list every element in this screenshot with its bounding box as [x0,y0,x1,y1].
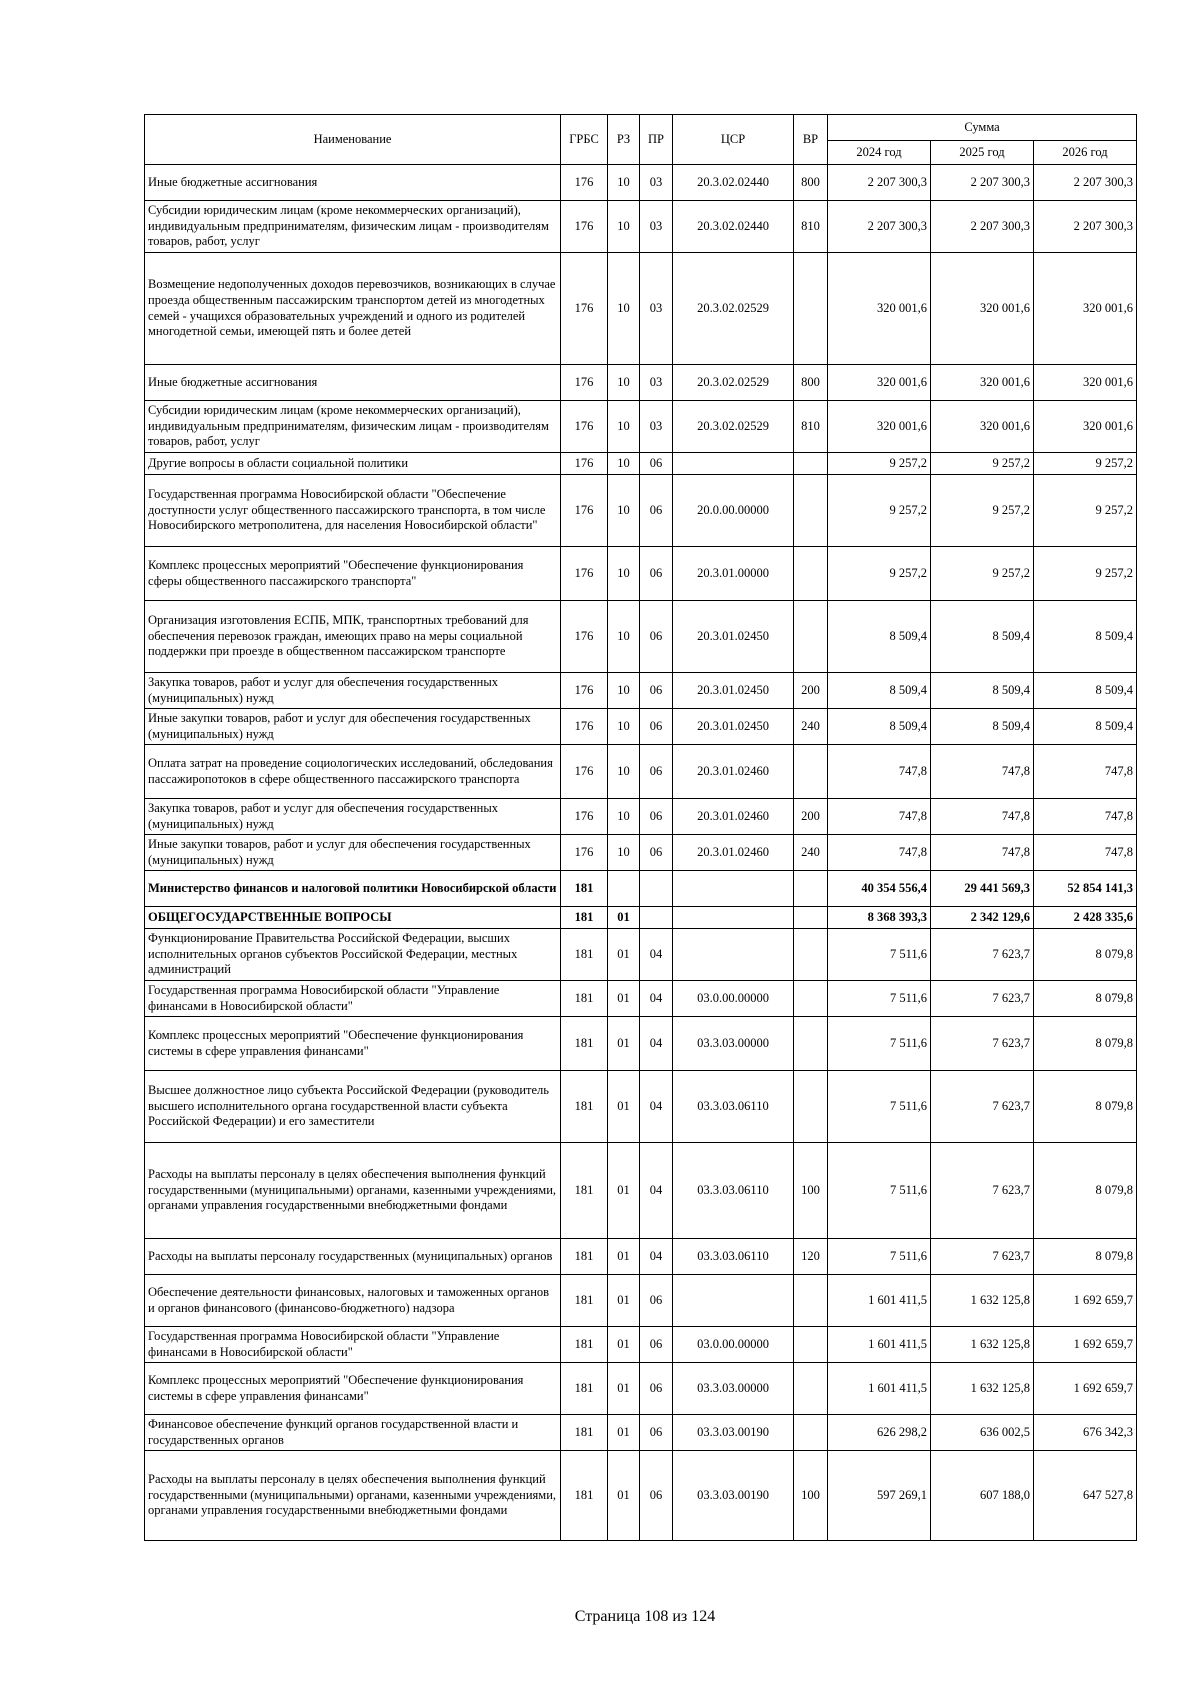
cell-rz: 01 [608,929,640,981]
cell-y2024: 7 511,6 [828,1239,931,1275]
cell-y2026: 8 079,8 [1034,1143,1137,1239]
cell-name: Расходы на выплаты персоналу в целях обеспечения выполнения функций государственными (муниципальными) органами, казенными учреждениями, органами управления государственными внебюджетными фондами [145,1143,561,1239]
cell-vr [794,907,828,929]
cell-y2026: 9 257,2 [1034,547,1137,601]
cell-name: Высшее должностное лицо субъекта Российской Федерации (руководитель высшего исполнительного органа государственной власти субъекта Российской Федерации) и его заместители [145,1071,561,1143]
cell-y2025: 320 001,6 [931,365,1034,401]
cell-y2026: 320 001,6 [1034,401,1137,453]
cell-y2024: 1 601 411,5 [828,1275,931,1327]
cell-csr: 20.3.02.02440 [673,165,794,201]
cell-y2024: 747,8 [828,745,931,799]
cell-csr [673,929,794,981]
cell-y2024: 9 257,2 [828,475,931,547]
cell-y2024: 8 509,4 [828,601,931,673]
cell-y2026: 320 001,6 [1034,365,1137,401]
cell-y2026: 8 079,8 [1034,981,1137,1017]
table-row [145,835,1137,871]
cell-name: Возмещение недополученных доходов перевозчиков, возникающих в случае проезда общественным пассажирским транспортом детей из многодетных семей - учащихся образовательных учреждений и одного из родителей многодетной семьи, имеющей пять и более детей [145,253,561,365]
cell-y2024: 8 509,4 [828,709,931,745]
cell-y2026: 9 257,2 [1034,475,1137,547]
header-2025: 2025 год [931,141,1034,165]
table-row [145,799,1137,835]
header-sum: Сумма [828,115,1137,141]
table-row [145,253,1137,365]
cell-pr: 06 [640,799,673,835]
cell-csr: 20.3.02.02529 [673,253,794,365]
cell-grbs: 181 [561,1143,608,1239]
header-name: Наименование [145,115,561,165]
cell-name: Государственная программа Новосибирской области "Управление финансами в Новосибирской области" [145,1327,561,1363]
cell-name: Субсидии юридическим лицам (кроме некоммерческих организаций), индивидуальным предпринимателям, физическим лицам - производителям товаров, работ, услуг [145,201,561,253]
cell-vr: 800 [794,165,828,201]
cell-grbs: 176 [561,709,608,745]
cell-y2026: 8 509,4 [1034,601,1137,673]
cell-csr: 03.3.03.00190 [673,1451,794,1541]
table-row [145,1415,1137,1451]
cell-y2025: 29 441 569,3 [931,871,1034,907]
cell-y2025: 1 632 125,8 [931,1275,1034,1327]
cell-vr: 240 [794,835,828,871]
cell-y2025: 8 509,4 [931,601,1034,673]
cell-y2025: 7 623,7 [931,1071,1034,1143]
cell-pr: 04 [640,981,673,1017]
cell-vr [794,1017,828,1071]
cell-grbs: 176 [561,165,608,201]
cell-pr: 06 [640,453,673,475]
header-pr: ПР [640,115,673,165]
cell-y2024: 40 354 556,4 [828,871,931,907]
cell-y2024: 597 269,1 [828,1451,931,1541]
cell-name: Финансовое обеспечение функций органов государственной власти и государственных органов [145,1415,561,1451]
cell-rz: 01 [608,1451,640,1541]
cell-y2025: 636 002,5 [931,1415,1034,1451]
cell-name: Комплекс процессных мероприятий "Обеспечение функционирования системы в сфере управления финансами" [145,1017,561,1071]
cell-csr: 20.3.02.02529 [673,365,794,401]
cell-name: Государственная программа Новосибирской области "Обеспечение доступности услуг общественного пассажирского транспорта, в том числе Новосибирского метрополитена, для населения Новосибирской области" [145,475,561,547]
cell-y2026: 320 001,6 [1034,253,1137,365]
cell-csr [673,453,794,475]
cell-csr: 20.3.01.02460 [673,799,794,835]
cell-y2025: 2 207 300,3 [931,165,1034,201]
table-header [145,115,1137,165]
header-vr: ВР [794,115,828,165]
cell-csr: 20.0.00.00000 [673,475,794,547]
cell-y2024: 9 257,2 [828,547,931,601]
cell-name: Комплекс процессных мероприятий "Обеспечение функционирования сферы общественного пассажирского транспорта" [145,547,561,601]
cell-pr: 03 [640,365,673,401]
cell-grbs: 176 [561,201,608,253]
table-row [145,745,1137,799]
cell-pr: 04 [640,1071,673,1143]
cell-vr: 200 [794,673,828,709]
table-row [145,1071,1137,1143]
cell-rz: 01 [608,1275,640,1327]
cell-rz: 10 [608,799,640,835]
cell-rz: 10 [608,453,640,475]
cell-rz [608,871,640,907]
cell-grbs: 181 [561,929,608,981]
cell-grbs: 181 [561,1071,608,1143]
cell-y2025: 7 623,7 [931,1239,1034,1275]
table-row [145,165,1137,201]
cell-y2026: 8 079,8 [1034,1239,1137,1275]
cell-grbs: 176 [561,401,608,453]
cell-grbs: 181 [561,871,608,907]
cell-vr [794,1071,828,1143]
cell-grbs: 176 [561,673,608,709]
cell-rz: 01 [608,1239,640,1275]
cell-pr: 06 [640,1363,673,1415]
table-row [145,547,1137,601]
cell-vr: 800 [794,365,828,401]
cell-y2026: 2 428 335,6 [1034,907,1137,929]
cell-csr: 20.3.02.02440 [673,201,794,253]
cell-name: Комплекс процессных мероприятий "Обеспечение функционирования системы в сфере управления финансами" [145,1363,561,1415]
cell-grbs: 176 [561,601,608,673]
cell-rz: 10 [608,401,640,453]
cell-y2024: 7 511,6 [828,1071,931,1143]
table-body [145,165,1137,1541]
cell-vr: 120 [794,1239,828,1275]
cell-y2026: 676 342,3 [1034,1415,1137,1451]
table-row [145,1017,1137,1071]
cell-grbs: 181 [561,907,608,929]
cell-vr: 810 [794,401,828,453]
cell-vr [794,1275,828,1327]
cell-rz: 10 [608,475,640,547]
table-row [145,709,1137,745]
cell-pr: 03 [640,253,673,365]
cell-y2024: 2 207 300,3 [828,165,931,201]
cell-y2026: 2 207 300,3 [1034,165,1137,201]
cell-pr: 06 [640,709,673,745]
cell-y2026: 1 692 659,7 [1034,1275,1137,1327]
cell-name: Министерство финансов и налоговой политики Новосибирской области [145,871,561,907]
cell-y2026: 747,8 [1034,799,1137,835]
cell-rz: 01 [608,981,640,1017]
cell-pr: 03 [640,401,673,453]
cell-y2025: 9 257,2 [931,475,1034,547]
cell-csr: 03.3.03.06110 [673,1071,794,1143]
cell-pr: 06 [640,601,673,673]
table-row [145,673,1137,709]
cell-vr [794,981,828,1017]
cell-pr: 04 [640,1017,673,1071]
cell-grbs: 181 [561,1017,608,1071]
cell-name: Иные бюджетные ассигнования [145,365,561,401]
cell-rz: 01 [608,907,640,929]
cell-y2024: 1 601 411,5 [828,1327,931,1363]
cell-name: Закупка товаров, работ и услуг для обеспечения государственных (муниципальных) нужд [145,673,561,709]
header-rz: РЗ [608,115,640,165]
cell-y2024: 747,8 [828,835,931,871]
cell-pr: 06 [640,475,673,547]
cell-grbs: 176 [561,547,608,601]
cell-pr: 06 [640,1451,673,1541]
table-row [145,453,1137,475]
cell-name: Организация изготовления ЕСПБ, МПК, транспортных требований для обеспечения перевозок граждан, имеющих право на меры социальной поддержки при проезде в общественном пассажирском транспорте [145,601,561,673]
cell-csr: 20.3.01.00000 [673,547,794,601]
table-row [145,601,1137,673]
cell-y2026: 747,8 [1034,835,1137,871]
cell-y2026: 52 854 141,3 [1034,871,1137,907]
cell-vr [794,547,828,601]
cell-pr [640,871,673,907]
cell-y2025: 9 257,2 [931,453,1034,475]
cell-y2024: 7 511,6 [828,1143,931,1239]
cell-y2025: 7 623,7 [931,929,1034,981]
cell-grbs: 181 [561,1327,608,1363]
cell-y2026: 2 207 300,3 [1034,201,1137,253]
cell-csr: 20.3.01.02460 [673,745,794,799]
table-row [145,365,1137,401]
cell-pr: 03 [640,201,673,253]
cell-grbs: 176 [561,453,608,475]
cell-y2026: 1 692 659,7 [1034,1327,1137,1363]
cell-csr: 20.3.01.02450 [673,709,794,745]
cell-csr: 03.0.00.00000 [673,981,794,1017]
cell-pr: 06 [640,1275,673,1327]
table-row [145,929,1137,981]
table-row [145,981,1137,1017]
table-row [145,401,1137,453]
cell-pr: 04 [640,929,673,981]
cell-csr: 03.0.00.00000 [673,1327,794,1363]
table-row [145,1275,1137,1327]
cell-vr [794,929,828,981]
cell-y2025: 7 623,7 [931,981,1034,1017]
cell-y2025: 7 623,7 [931,1017,1034,1071]
cell-y2024: 9 257,2 [828,453,931,475]
cell-name: Иные закупки товаров, работ и услуг для обеспечения государственных (муниципальных) нужд [145,835,561,871]
cell-vr: 240 [794,709,828,745]
cell-rz: 10 [608,201,640,253]
cell-pr: 06 [640,547,673,601]
cell-name: Оплата затрат на проведение социологических исследований, обследования пассажиропотоков в сфере общественного пассажирского транспорта [145,745,561,799]
cell-vr [794,1363,828,1415]
cell-y2026: 8 509,4 [1034,709,1137,745]
cell-vr [794,745,828,799]
cell-pr: 04 [640,1143,673,1239]
cell-name: Расходы на выплаты персоналу в целях обеспечения выполнения функций государственными (муниципальными) органами, казенными учреждениями, органами управления государственными внебюджетными фондами [145,1451,561,1541]
cell-pr: 06 [640,1327,673,1363]
cell-vr [794,871,828,907]
cell-y2025: 747,8 [931,745,1034,799]
cell-grbs: 181 [561,1275,608,1327]
cell-y2024: 320 001,6 [828,253,931,365]
cell-name: ОБЩЕГОСУДАРСТВЕННЫЕ ВОПРОСЫ [145,907,561,929]
cell-rz: 10 [608,601,640,673]
cell-y2026: 8 079,8 [1034,929,1137,981]
cell-vr: 100 [794,1451,828,1541]
table-row [145,907,1137,929]
table-row [145,1143,1137,1239]
cell-y2026: 9 257,2 [1034,453,1137,475]
cell-name: Другие вопросы в области социальной политики [145,453,561,475]
cell-grbs: 176 [561,475,608,547]
cell-y2024: 747,8 [828,799,931,835]
cell-y2024: 320 001,6 [828,365,931,401]
cell-name: Закупка товаров, работ и услуг для обеспечения государственных (муниципальных) нужд [145,799,561,835]
cell-pr: 06 [640,835,673,871]
cell-csr: 20.3.01.02450 [673,673,794,709]
cell-rz: 10 [608,165,640,201]
cell-y2025: 747,8 [931,835,1034,871]
cell-rz: 10 [608,709,640,745]
cell-rz: 10 [608,835,640,871]
cell-pr: 03 [640,165,673,201]
cell-rz: 01 [608,1415,640,1451]
cell-y2024: 7 511,6 [828,981,931,1017]
table-row [145,475,1137,547]
cell-grbs: 176 [561,745,608,799]
cell-name: Обеспечение деятельности финансовых, налоговых и таможенных органов и органов финансового (финансово-бюджетного) надзора [145,1275,561,1327]
cell-y2024: 2 207 300,3 [828,201,931,253]
cell-vr: 200 [794,799,828,835]
cell-vr [794,453,828,475]
cell-pr: 06 [640,673,673,709]
page-number: Страница 108 из 124 [574,1608,716,1625]
cell-pr: 04 [640,1239,673,1275]
cell-rz: 01 [608,1017,640,1071]
cell-grbs: 181 [561,1415,608,1451]
cell-pr [640,907,673,929]
cell-name: Государственная программа Новосибирской области "Управление финансами в Новосибирской области" [145,981,561,1017]
cell-y2025: 2 207 300,3 [931,201,1034,253]
cell-grbs: 176 [561,835,608,871]
cell-vr [794,253,828,365]
cell-grbs: 181 [561,1451,608,1541]
cell-grbs: 176 [561,365,608,401]
cell-y2024: 8 509,4 [828,673,931,709]
cell-y2024: 8 368 393,3 [828,907,931,929]
cell-y2025: 2 342 129,6 [931,907,1034,929]
cell-y2026: 747,8 [1034,745,1137,799]
cell-rz: 01 [608,1143,640,1239]
cell-y2025: 8 509,4 [931,673,1034,709]
cell-vr [794,1327,828,1363]
cell-name: Иные закупки товаров, работ и услуг для обеспечения государственных (муниципальных) нужд [145,709,561,745]
cell-y2025: 607 188,0 [931,1451,1034,1541]
cell-y2025: 1 632 125,8 [931,1363,1034,1415]
cell-csr: 20.3.02.02529 [673,401,794,453]
header-2026: 2026 год [1034,141,1137,165]
cell-y2026: 647 527,8 [1034,1451,1137,1541]
cell-grbs: 181 [561,981,608,1017]
cell-pr: 06 [640,1415,673,1451]
cell-csr [673,907,794,929]
cell-y2024: 626 298,2 [828,1415,931,1451]
cell-rz: 10 [608,253,640,365]
cell-name: Функционирование Правительства Российской Федерации, высших исполнительных органов субъектов Российской Федерации, местных администраций [145,929,561,981]
cell-y2024: 320 001,6 [828,401,931,453]
table-row [145,871,1137,907]
table-row [145,1327,1137,1363]
cell-csr: 20.3.01.02450 [673,601,794,673]
cell-grbs: 176 [561,253,608,365]
cell-csr: 03.3.03.00000 [673,1017,794,1071]
cell-y2025: 1 632 125,8 [931,1327,1034,1363]
cell-y2025: 320 001,6 [931,401,1034,453]
table-row [145,1451,1137,1541]
cell-y2026: 8 079,8 [1034,1017,1137,1071]
cell-csr: 03.3.03.00000 [673,1363,794,1415]
header-csr: ЦСР [673,115,794,165]
cell-csr: 03.3.03.00190 [673,1415,794,1451]
table-row [145,1239,1137,1275]
cell-rz: 01 [608,1363,640,1415]
cell-rz: 01 [608,1071,640,1143]
cell-rz: 10 [608,673,640,709]
cell-y2025: 320 001,6 [931,253,1034,365]
cell-csr [673,1275,794,1327]
cell-y2026: 1 692 659,7 [1034,1363,1137,1415]
cell-y2026: 8 079,8 [1034,1071,1137,1143]
table-row [145,1363,1137,1415]
cell-vr: 100 [794,1143,828,1239]
cell-csr [673,871,794,907]
cell-csr: 03.3.03.06110 [673,1239,794,1275]
budget-table [144,114,1137,1541]
cell-y2025: 8 509,4 [931,709,1034,745]
cell-vr [794,601,828,673]
header-2024: 2024 год [828,141,931,165]
cell-vr [794,1415,828,1451]
cell-csr: 20.3.01.02460 [673,835,794,871]
cell-grbs: 176 [561,799,608,835]
cell-grbs: 181 [561,1239,608,1275]
cell-vr [794,475,828,547]
table-row [145,201,1137,253]
cell-y2024: 7 511,6 [828,929,931,981]
cell-rz: 10 [608,365,640,401]
cell-name: Расходы на выплаты персоналу государственных (муниципальных) органов [145,1239,561,1275]
cell-rz: 10 [608,745,640,799]
cell-y2024: 1 601 411,5 [828,1363,931,1415]
cell-vr: 810 [794,201,828,253]
cell-y2025: 9 257,2 [931,547,1034,601]
cell-y2026: 8 509,4 [1034,673,1137,709]
cell-name: Иные бюджетные ассигнования [145,165,561,201]
cell-csr: 03.3.03.06110 [673,1143,794,1239]
cell-y2024: 7 511,6 [828,1017,931,1071]
cell-rz: 01 [608,1327,640,1363]
cell-y2025: 747,8 [931,799,1034,835]
header-grbs: ГРБС [561,115,608,165]
cell-y2025: 7 623,7 [931,1143,1034,1239]
cell-grbs: 181 [561,1363,608,1415]
cell-name: Субсидии юридическим лицам (кроме некоммерческих организаций), индивидуальным предпринимателям, физическим лицам - производителям товаров, работ, услуг [145,401,561,453]
cell-rz: 10 [608,547,640,601]
cell-pr: 06 [640,745,673,799]
